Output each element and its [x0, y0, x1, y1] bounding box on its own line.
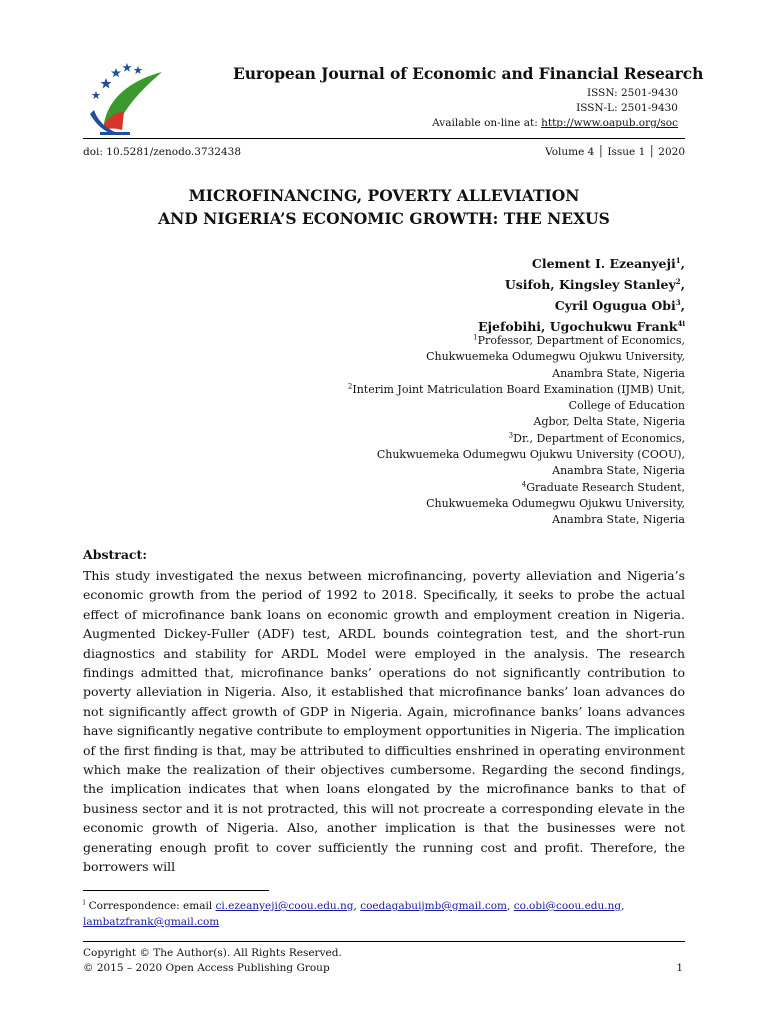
affiliation-line: $^1$Professor, Department of Economics, — [473, 333, 685, 347]
issn-block — [432, 86, 678, 131]
publisher-notice: © 2015 – 2020 Open Access Publishing Group — [83, 962, 330, 974]
issn-l: ISSN-L: 2501-9430 — [576, 102, 678, 114]
paper-title-line-1: MICROFINANCING, POVERTY ALLEVIATION — [188, 186, 580, 205]
volume-issue: Volume 4 │ Issue 1 │ 2020 — [545, 146, 685, 158]
affiliation-line: Anambra State, Nigeria — [552, 513, 685, 527]
correspondence-footnote: $^i$ Correspondence: email ci.ezeanyeji@coou.edu.ng, coedagabuijmb@gmail.com, co.obi@coou.edu.ng, lambatzfrank@gmail.com — [83, 898, 625, 928]
affiliation-line: Chukwuemeka Odumegwu Ojukwu University (COOU), — [376, 448, 685, 462]
paper-title-line-2: AND NIGERIA’S ECONOMIC GROWTH: THE NEXUS — [158, 209, 610, 228]
email-link[interactable]: co.obi@coou.edu.ng — [513, 900, 622, 912]
journal-title: European Journal of Economic and Financial Research — [233, 64, 704, 83]
abstract-heading: Abstract: — [83, 547, 147, 562]
footnote-divider — [83, 890, 269, 891]
affiliations — [348, 333, 685, 529]
author: Clement I. Ezeanyeji$^1$, — [531, 255, 685, 271]
journal-url-link[interactable]: http://www.oapub.org/soc — [541, 117, 678, 129]
header-divider — [83, 138, 685, 139]
availability — [432, 116, 678, 131]
footer-divider — [83, 941, 685, 942]
copyright-notice: Copyright © The Author(s). All Rights Reserved. — [83, 947, 342, 959]
affiliation-line: Chukwuemeka Odumegwu Ojukwu University, — [426, 496, 685, 510]
affiliation-line: Chukwuemeka Odumegwu Ojukwu University, — [426, 350, 685, 364]
availability-label: Available on-line at: — [432, 117, 542, 129]
abstract-body: This study investigated the nexus between microfinancing, poverty alleviation and Nigeria’s economic growth from the period of 1992 to 2018. Specifically, it seeks to probe the actual effect of microfinance bank loans on economic growth and employment creation in Nigeria. Augmented Dickey-Fuller (ADF) test, ARDL bounds cointegration test, and the short-run diagnostics and stability for ARDL Model were employed in the analysis. The research findings admitted that, microfinance banks’ operations do not significantly contribution to poverty alleviation in Nigeria. Also, it established that microfinance banks’ loan advances do not significantly affect growth of GDP in Nigeria. Again, microfinance banks’ loans advances have significantly negative contribute to employment opportunities in Nigeria. The implication of the first finding is that, may be attributed to difficulties enshrined in operating environment which make the realization of their objectives cumbersome. Regarding the second findings, the implication indicates that when loans elongated by the microfinance banks to that of business sector and it is not protracted, this will not procreate a corresponding elevate in the economic growth of Nigeria. Also, another implication is that the businesses were not generating enough profit to cover sufficiently the running cost and profit. Therefore, the borrowers will — [83, 568, 685, 875]
doi: doi: 10.5281/zenodo.3732438 — [83, 146, 242, 158]
affiliation-line: Anambra State, Nigeria — [552, 464, 685, 478]
affiliation-line: $^4$Graduate Research Student, — [521, 480, 685, 494]
author: Usifoh, Kingsley Stanley$^2$, — [504, 276, 685, 292]
paper-title — [83, 184, 685, 230]
affiliation-line: $^2$Interim Joint Matriculation Board Examination (IJMB) Unit, — [347, 382, 685, 396]
author: Cyril Ogugua Obi$^3$, — [554, 297, 685, 313]
email-link[interactable]: coedagabuijmb@gmail.com — [360, 900, 508, 912]
page-number: 1 — [676, 962, 683, 974]
affiliation-line: Anambra State, Nigeria — [552, 366, 685, 380]
journal-logo — [86, 58, 166, 138]
email-link[interactable]: lambatzfrank@gmail.com — [83, 916, 220, 928]
affiliation-line: $^3$Dr., Department of Economics, — [508, 431, 685, 445]
issn: ISSN: 2501-9430 — [586, 87, 678, 99]
author-list — [478, 253, 685, 337]
author: Ejefobihi, Ugochukwu Frank$^{4i}$ — [478, 318, 685, 334]
affiliation-line: College of Education — [568, 399, 685, 413]
affiliation-line: Agbor, Delta State, Nigeria — [533, 415, 685, 429]
email-link[interactable]: ci.ezeanyeji@coou.edu.ng — [215, 900, 354, 912]
